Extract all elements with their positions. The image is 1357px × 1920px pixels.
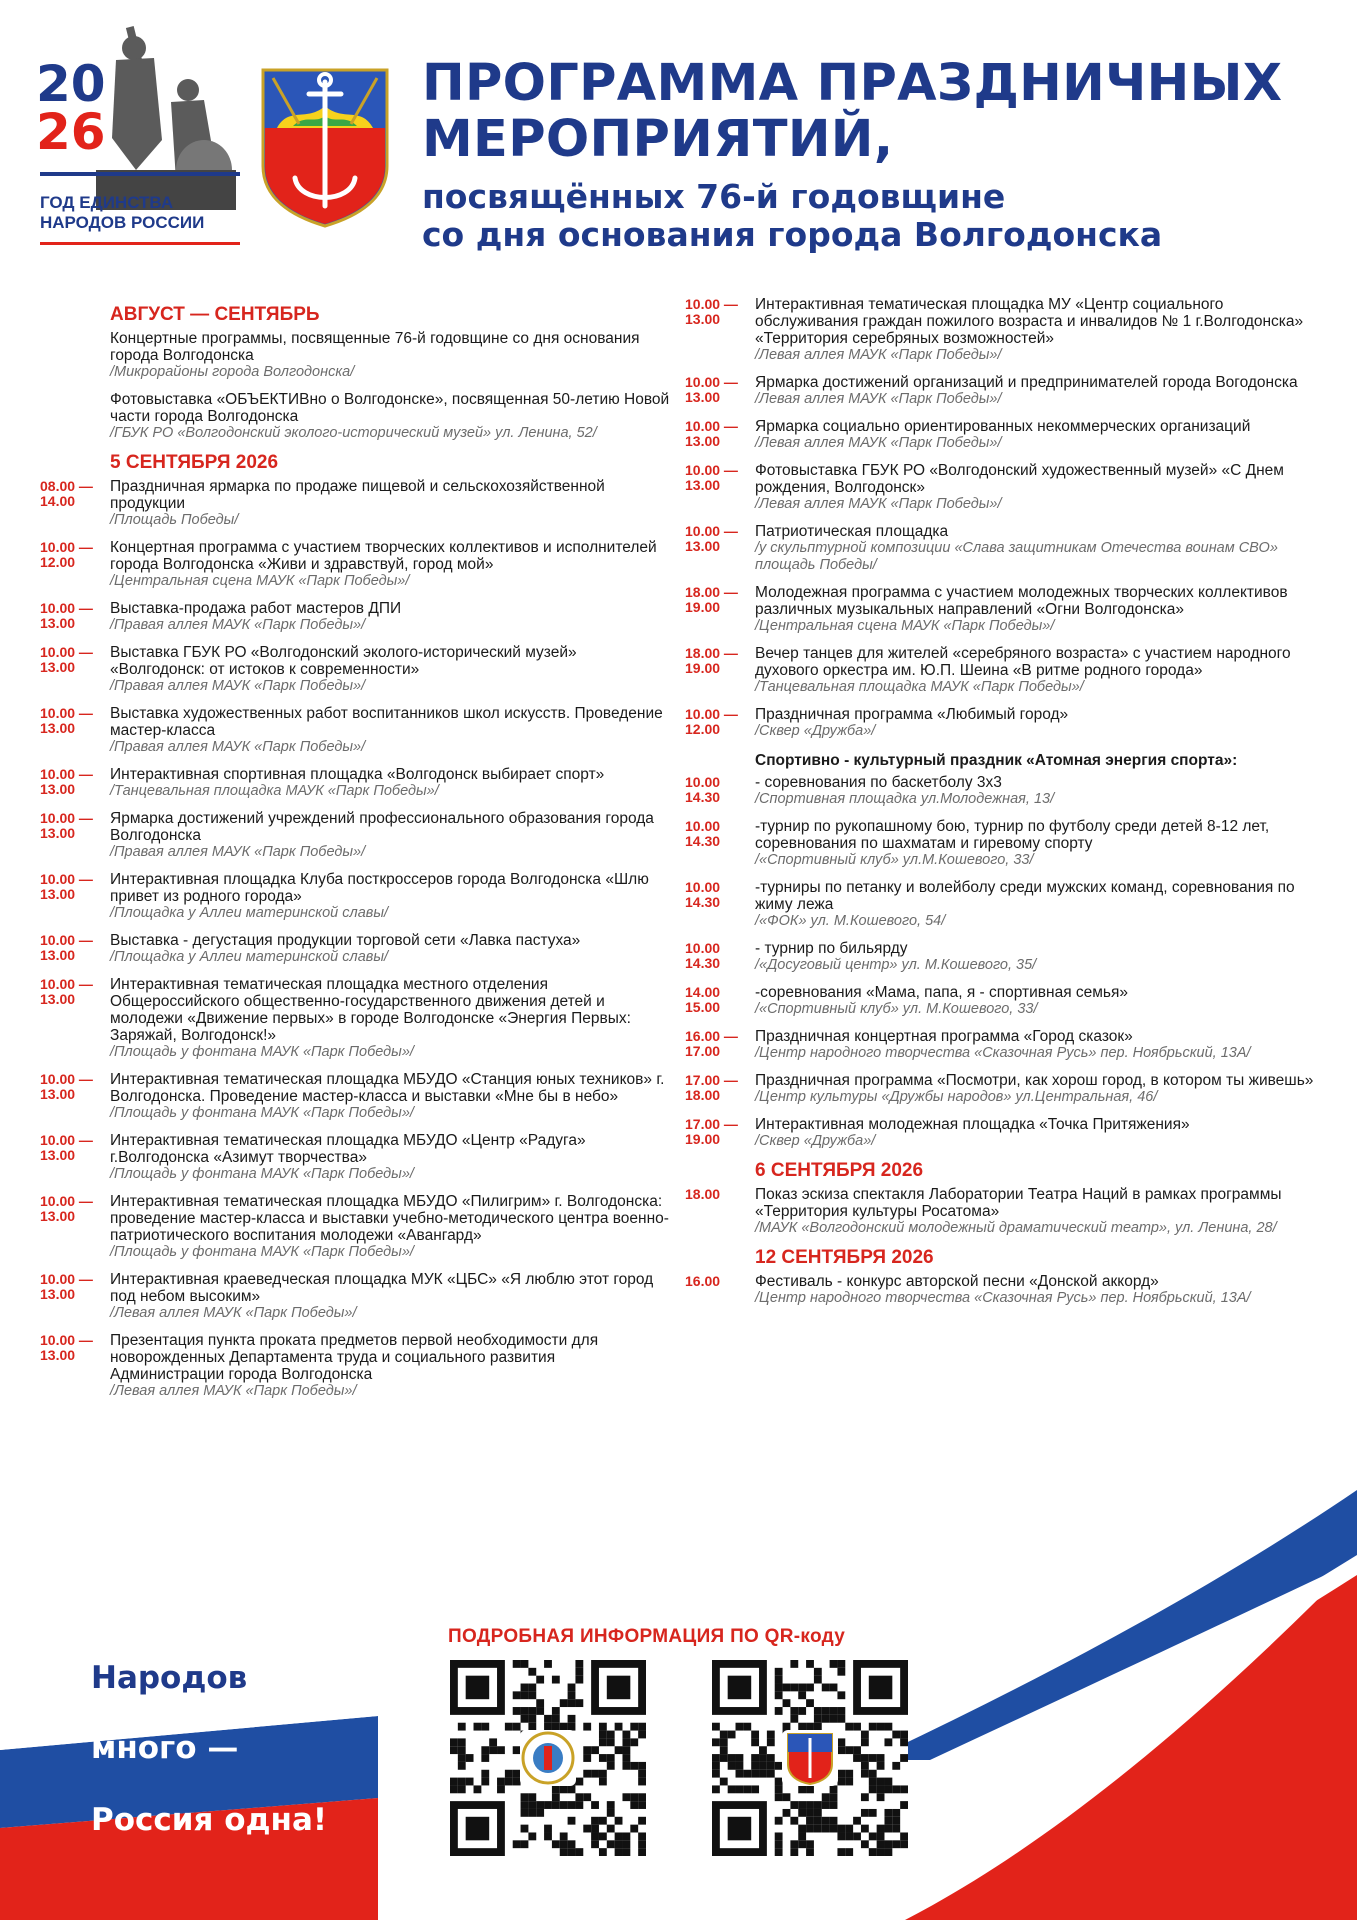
schedule-event <box>40 871 670 922</box>
year-of-unity-logo <box>36 55 246 260</box>
event-place: /Левая аллея МАУК «Парк Победы»/ <box>755 496 1002 512</box>
event-title: Выставка художественных работ воспитанников школ искусств. Проведение мастер-класса <box>110 705 663 739</box>
schedule-event <box>685 940 1325 974</box>
event-place: /Правая аллея МАУК «Парк Победы»/ <box>110 844 366 860</box>
event-time: 10.00 — 13.00 <box>685 418 738 449</box>
event-time: 10.00 14.30 <box>685 879 721 910</box>
schedule-event <box>685 1186 1325 1237</box>
event-place: /Правая аллея МАУК «Парк Победы»/ <box>110 678 366 694</box>
event-place: /Правая аллея МАУК «Парк Победы»/ <box>110 739 366 755</box>
date-heading: АВГУСТ — СЕНТЯБРЬ <box>110 304 320 325</box>
qr-heading: ПОДРОБНАЯ ИНФОРМАЦИЯ ПО QR-коду <box>448 1626 846 1647</box>
event-title: Интерактивная тематическая площадка МУ «Центр социального обслуживания граждан пожилого возраста и инвалидов № 1 г.Волгодонска» «Территория серебряных возможностей» <box>755 296 1304 347</box>
event-title: Праздничная ярмарка по продаже пищевой и сельскохозяйственной продукции <box>110 478 605 512</box>
schedule-event <box>685 462 1325 513</box>
schedule-left-column <box>40 296 670 1410</box>
schedule-event <box>40 391 670 442</box>
event-title: Презентация пункта проката предметов первой необходимости для новорожденных Департамента труда и социального развития Администрации города Волгодонска <box>110 1332 599 1383</box>
logo-rule-red <box>40 242 240 245</box>
schedule-event <box>40 810 670 861</box>
event-title: Интерактивная краеведческая площадка МУК «ЦБС» «Я люблю этот город под небом высоким» <box>110 1271 654 1305</box>
event-title: Патриотическая площадка <box>755 523 949 540</box>
schedule-event <box>685 296 1325 364</box>
event-time: 08.00 — 14.00 <box>40 478 93 509</box>
event-title: Ярмарка социально ориентированных некоммерческих организаций <box>755 418 1251 435</box>
event-time: 10.00 — 13.00 <box>40 766 93 797</box>
event-time: 10.00 — 13.00 <box>685 296 738 327</box>
event-place: /Танцевальная площадка МАУК «Парк Победы»/ <box>110 783 439 799</box>
event-title: Интерактивная спортивная площадка «Волгодонск выбирает спорт» <box>110 766 605 783</box>
schedule-event <box>685 374 1325 408</box>
event-title: Выставка - дегустация продукции торговой сети «Лавка пастуха» <box>110 932 581 949</box>
culture-department-logo-icon <box>520 1730 576 1786</box>
event-place: /Центральная сцена МАУК «Парк Победы»/ <box>110 573 410 589</box>
event-title: Вечер танцев для жителей «серебряного возраста» с участием народного духового оркестра им. Ю.П. Шеина «В ритме родного города» <box>755 645 1291 679</box>
title-line2: МЕРОПРИЯТИЙ, <box>422 110 894 169</box>
event-place: /Танцевальная площадка МАУК «Парк Победы»/ <box>755 679 1084 695</box>
logo-rule-blue <box>40 172 240 176</box>
schedule-right-column <box>685 296 1325 1317</box>
event-time: 10.00 — 13.00 <box>685 523 738 554</box>
schedule-event <box>40 644 670 695</box>
event-time: 10.00 — 13.00 <box>40 600 93 631</box>
event-place: /Центральная сцена МАУК «Парк Победы»/ <box>755 618 1055 634</box>
schedule-event <box>40 976 670 1061</box>
logo-caption-line2: НАРОДОВ РОССИИ <box>40 213 205 232</box>
schedule-event <box>40 705 670 756</box>
event-time: 14.00 15.00 <box>685 984 721 1015</box>
event-place: /Центр культуры «Дружбы народов» ул.Центральная, 46/ <box>755 1089 1158 1105</box>
subtitle-line1: посвящённых 76-й годовщине <box>422 177 1006 216</box>
event-title: Молодежная программа с участием молодежных творческих коллективов различных музыкальных направлений «Огни Волгодонска» <box>755 584 1288 618</box>
city-arms-small-icon <box>782 1730 838 1786</box>
page-subtitle <box>422 178 1342 254</box>
slogan-banner <box>66 1638 378 1920</box>
event-time: 18.00 — 19.00 <box>685 645 738 676</box>
event-time: 10.00 14.30 <box>685 774 721 805</box>
schedule-event <box>40 1332 670 1400</box>
event-place: /Площадка у Аллеи материнской славы/ <box>110 905 389 921</box>
event-place: /Сквер «Дружба»/ <box>755 1133 876 1149</box>
event-title: Концертные программы, посвященные 76-й годовщине со дня основания города Волгодонска <box>110 330 640 364</box>
event-title: -соревнования «Мама, папа, я - спортивная семья» <box>755 984 1129 1001</box>
event-time: 10.00 — 13.00 <box>40 1193 93 1224</box>
event-time: 10.00 — 13.00 <box>40 871 93 902</box>
year-top: 20 <box>36 55 106 113</box>
event-place: /Площадь у фонтана МАУК «Парк Победы»/ <box>110 1044 414 1060</box>
event-place: /у скульптурной композиции «Слава защитникам Отечества воинам СВО» площадь Победы/ <box>755 540 1278 573</box>
schedule-event <box>685 774 1325 808</box>
schedule-event <box>40 600 670 634</box>
event-time: 10.00 14.30 <box>685 818 721 849</box>
event-place: /«Спортивный клуб» ул.М.Кошевого, 33/ <box>755 852 1034 868</box>
schedule-event <box>685 818 1325 869</box>
event-title: Выставка-продажа работ мастеров ДПИ <box>110 600 402 617</box>
schedule-event <box>685 1028 1325 1062</box>
event-place: /«Спортивный клуб» ул. М.Кошевого, 33/ <box>755 1001 1038 1017</box>
qr-code-culture[interactable] <box>450 1660 646 1856</box>
date-heading: 12 СЕНТЯБРЯ 2026 <box>755 1247 934 1268</box>
event-title: Выставка ГБУК РО «Волгодонский эколого-исторический музей» «Волгодонск: от истоков к современности» <box>110 644 577 678</box>
schedule-event <box>685 418 1325 452</box>
event-place: /ГБУК РО «Волгодонский эколого-исторический музей» ул. Ленина, 52/ <box>110 425 597 441</box>
event-time: 18.00 <box>685 1186 721 1202</box>
date-heading: 5 СЕНТЯБРЯ 2026 <box>110 452 279 473</box>
event-title: Интерактивная молодежная площадка «Точка Притяжения» <box>755 1116 1190 1133</box>
event-title: Интерактивная площадка Клуба посткроссеров города Волгодонска «Шлю привет из родного города» <box>110 871 649 905</box>
event-time: 10.00 — 13.00 <box>40 1271 93 1302</box>
event-place: /Центр народного творчества «Сказочная Русь» пер. Ноябрьский, 13А/ <box>755 1045 1251 1061</box>
event-time: 10.00 — 13.00 <box>685 462 738 493</box>
event-time: 10.00 — 13.00 <box>40 810 93 841</box>
event-time: 10.00 — 13.00 <box>685 374 738 405</box>
event-title: Интерактивная тематическая площадка МБУДО «Центр «Радуга» г.Волгодонска «Азимут творчества» <box>110 1132 586 1166</box>
schedule-event <box>685 1072 1325 1106</box>
event-place: /«Досуговый центр» ул. М.Кошевого, 35/ <box>755 957 1037 973</box>
event-time: 10.00 — 13.00 <box>40 976 93 1007</box>
schedule-event <box>685 645 1325 696</box>
event-place: /Площадь у фонтана МАУК «Парк Победы»/ <box>110 1166 414 1182</box>
event-place: /Микрорайоны города Волгодонска/ <box>110 364 355 380</box>
event-time: 17.00 — 18.00 <box>685 1072 738 1103</box>
schedule-event <box>40 478 670 529</box>
schedule-event <box>685 584 1325 635</box>
event-title: - соревнования по баскетболу 3х3 <box>755 774 1002 791</box>
schedule-event <box>685 1116 1325 1150</box>
event-time: 10.00 — 12.00 <box>685 706 738 737</box>
qr-code-city[interactable] <box>712 1660 908 1856</box>
event-time: 16.00 — 17.00 <box>685 1028 738 1059</box>
event-time: 10.00 — 12.00 <box>40 539 93 570</box>
schedule-event <box>40 932 670 966</box>
event-place: /Левая аллея МАУК «Парк Победы»/ <box>755 435 1002 451</box>
event-place: /«ФОК» ул. М.Кошевого, 54/ <box>755 913 946 929</box>
event-title: -турниры по петанку и волейболу среди мужских команд, соревнования по жиму лежа <box>755 879 1295 913</box>
event-time: 10.00 — 13.00 <box>40 932 93 963</box>
event-title: Концертная программа с участием творческих коллективов и исполнителей города Волгодонска «Живи и здравствуй, город мой» <box>110 539 657 573</box>
schedule-event <box>685 984 1325 1018</box>
event-time: 10.00 — 13.00 <box>40 1332 93 1363</box>
page-title <box>422 56 1342 168</box>
event-time: 10.00 14.30 <box>685 940 721 971</box>
subtitle-line2: со дня основания города Волгодонска <box>422 215 1163 254</box>
date-heading: 6 СЕНТЯБРЯ 2026 <box>755 1160 924 1181</box>
event-place: /Левая аллея МАУК «Парк Победы»/ <box>110 1383 357 1399</box>
event-time: 17.00 — 19.00 <box>685 1116 738 1147</box>
event-place: /Левая аллея МАУК «Парк Победы»/ <box>755 391 1002 407</box>
event-title: Интерактивная тематическая площадка местного отделения Общероссийского общественно-государственного движения детей и молодежи «Движение первых» в городе Волгодонске «Энергия Первых: Заряжай, Волгодонск!» <box>110 976 631 1044</box>
schedule-event <box>685 1273 1325 1307</box>
event-time: 10.00 — 13.00 <box>40 1071 93 1102</box>
schedule-event <box>685 523 1325 574</box>
schedule-event <box>40 766 670 800</box>
schedule-event <box>40 1132 670 1183</box>
schedule-event <box>40 539 670 590</box>
event-title: Интерактивная тематическая площадка МБУДО «Станция юных техников» г. Волгодонска. Проведение мастер-класса и выставки «Мне бы в небо» <box>110 1071 665 1105</box>
event-time: 10.00 — 13.00 <box>40 644 93 675</box>
schedule-event <box>40 1271 670 1322</box>
schedule-event <box>40 330 670 381</box>
schedule-event <box>40 1193 670 1261</box>
event-title: Праздничная концертная программа «Город сказок» <box>755 1028 1133 1045</box>
slogan-line3: Россия одна! <box>91 1802 327 1838</box>
event-place: /Центр народного творчества «Сказочная Русь» пер. Ноябрьский, 13А/ <box>755 1290 1251 1306</box>
year-bottom: 26 <box>36 103 106 161</box>
event-title: Ярмарка достижений организаций и предпринимателей города Вогодонска <box>755 374 1298 391</box>
event-place: /Сквер «Дружба»/ <box>755 723 876 739</box>
event-title: Интерактивная тематическая площадка МБУДО «Пилигрим» г. Волгодонска: проведение мастер-класса и выставки учебно-методического центра военно-патриотического воспитания молодежи «Авангард» <box>110 1193 669 1244</box>
event-title: Праздничная программа «Посмотри, как хорош город, в котором ты живешь» <box>755 1072 1314 1089</box>
event-time: 16.00 <box>685 1273 721 1289</box>
logo-caption-line1: ГОД ЕДИНСТВА <box>40 193 174 212</box>
event-place: /Спортивная площадка ул.Молодежная, 13/ <box>755 791 1055 807</box>
event-time: 18.00 — 19.00 <box>685 584 738 615</box>
event-place: /Правая аллея МАУК «Парк Победы»/ <box>110 617 366 633</box>
event-title: Ярмарка достижений учреждений профессионального образования города Волгодонска <box>110 810 654 844</box>
event-title: Фестиваль - конкурс авторской песни «Донской аккорд» <box>755 1273 1159 1290</box>
event-time: 10.00 — 13.00 <box>40 1132 93 1163</box>
event-place: /Площадь у фонтана МАУК «Парк Победы»/ <box>110 1105 414 1121</box>
event-place: /Площадь Победы/ <box>110 512 239 528</box>
event-time: 10.00 — 13.00 <box>40 705 93 736</box>
event-group-heading: Спортивно - культурный праздник «Атомная энергия спорта»: <box>755 752 1238 769</box>
event-place: /Площадка у Аллеи материнской славы/ <box>110 949 389 965</box>
event-title: -турнир по рукопашному бою, турнир по футболу среди детей 8-12 лет, соревнования по шахматам и гиревому спорту <box>755 818 1270 852</box>
title-line1: ПРОГРАММА ПРАЗДНИЧНЫХ <box>422 54 1283 113</box>
event-title: Фотовыставка ГБУК РО «Волгодонский художественный музей» «С Днем рождения, Волгодонск» <box>755 462 1284 496</box>
event-place: /МАУК «Волгодонский молодежный драматический театр», ул. Ленина, 28/ <box>755 1220 1277 1236</box>
event-place: /Левая аллея МАУК «Парк Победы»/ <box>110 1305 357 1321</box>
event-place: /Площадь у фонтана МАУК «Парк Победы»/ <box>110 1244 414 1260</box>
city-coat-of-arms-icon <box>259 66 391 230</box>
event-title: Показ эскиза спектакля Лаборатории Театра Наций в рамках программы «Территория культуры Росатома» <box>755 1186 1282 1220</box>
slogan-line2: много — <box>91 1730 239 1766</box>
schedule-event <box>685 879 1325 930</box>
event-title: Праздничная программа «Любимый город» <box>755 706 1069 723</box>
event-title: - турнир по бильярду <box>755 940 908 957</box>
slogan-line1: Народов <box>91 1660 248 1696</box>
event-title: Фотовыставка «ОБЪЕКТИВно о Волгодонске», посвященная 50-летию Новой части города Волгодонска <box>110 391 670 425</box>
schedule-event <box>685 706 1325 740</box>
event-place: /Левая аллея МАУК «Парк Победы»/ <box>755 347 1002 363</box>
schedule-event <box>40 1071 670 1122</box>
